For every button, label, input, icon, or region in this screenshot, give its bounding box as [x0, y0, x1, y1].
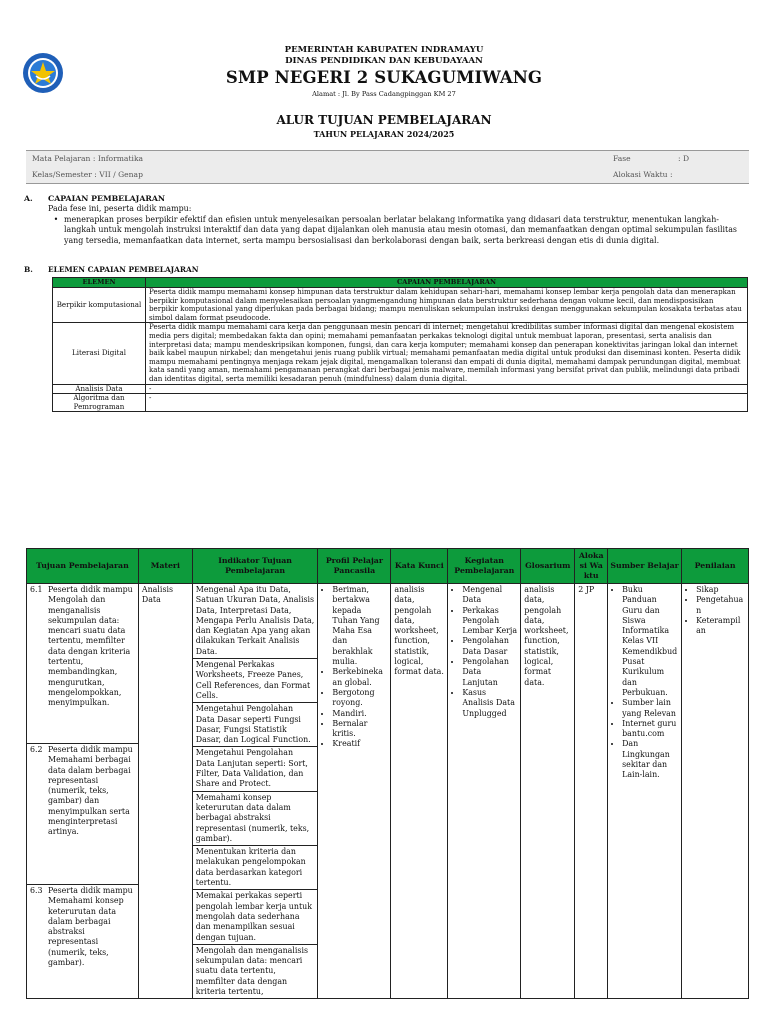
header-profil: Profil Pelajar Pancasila [318, 549, 391, 584]
atp-table [26, 548, 749, 999]
kegiatan-cell [448, 584, 521, 999]
section-a-intro: Pada fese ini, peserta didik mampu: [48, 204, 192, 213]
header-glosarium: Glosarium [521, 549, 575, 584]
tujuan-item [27, 584, 138, 743]
subject-info-bar [26, 150, 749, 184]
elemen-cell: Berpikir komputasional [53, 288, 146, 323]
table-row [53, 323, 748, 384]
kegiatan-item: • Perkakas Pengolah Lembar Kerja [462, 606, 517, 637]
profil-item: • Beriman, bertakwa kepada Tuhan Yang Maha Esa dan berakhlak mulia. [332, 585, 387, 667]
profil-item: • Bergotong royong. [332, 688, 387, 709]
indikator-item: Mengolah dan menganalisis sekumpulan data: mencari suatu data tertentu, memfilter data dengan kriteria tertentu, [195, 945, 309, 996]
tujuan-text: Peserta didik mampu Mengolah dan menganalisis sekumpulan data: mencari suatu data tertentu, memfilter data dengan kriteria tertentu, membandingkan, mengurutkan, mengelompokkan, menyimpulkan. [48, 585, 133, 708]
sumber-item: • Buku Panduan Guru dan Siswa Informatika Kelas VII Kemendikbud Pusat Kurikulum dan Perbukuan. [622, 585, 678, 698]
tujuan-item [27, 884, 138, 985]
header-kata-kunci: Kata Kunci [391, 549, 448, 584]
page-title: ALUR TUJUAN PEMBELAJARAN [276, 113, 492, 127]
capaian-cell: - [146, 384, 748, 394]
penilaian-item: • Pengetahuan [696, 595, 745, 616]
sumber-item: • Dan Lingkungan sekitar dan Lain-lain. [622, 739, 678, 780]
elemen-cell: Analisis Data [53, 384, 146, 394]
phase-value: : D [678, 154, 690, 163]
indikator-cell [192, 584, 318, 999]
tujuan-number: 6.3 [30, 886, 43, 895]
alokasi-cell: 2 JP [575, 584, 608, 999]
elemen-header: ELEMEN [53, 278, 146, 288]
tujuan-text: Peserta didik mampu Memahami konsep keterurutan data dalam berbagai abstraksi representasi (numerik, teks, gambar). [48, 886, 133, 968]
capaian-header: CAPAIAN PEMBELAJARAN [146, 278, 748, 288]
header-school-name: SMP NEGERI 2 SUKAGUMIWANG [225, 68, 543, 87]
phase-label: Fase [613, 154, 631, 163]
section-a-bullet-item: • menerapkan proses berpikir efektif dan efisien untuk menyelesaikan persoalan berlatar belakang informatika yang didasari data terstruktur, menentukan langkah-langkah untuk mengolah instruksi interaktif dan data yang dapat dijalankan oleh manusia atau mesin otomasi, dan memanfaatkan dengan optimal sekumpulan fasilitas yang tersedia, memanfaatkan data internet, serta mampu bersosialisasi dan berkolaborasi dengan baik, serta berkreasi dengan etis di dunia digital. [48, 215, 748, 247]
kegiatan-item: • Pengolahan Data Lanjutan [462, 657, 517, 688]
penilaian-item: • Sikap [696, 585, 745, 595]
sumber-item: • Sumber lain yang Relevan [622, 698, 678, 719]
capaian-cell: Peserta didik mampu memahami cara kerja dan penggunaan mesin pencari di internet; mengetahui kredibilitas sumber informasi digital dan mengenal ekosistem media pers digital; membedakan fakta dan opini; memahami pemanfaatan perkakas teknologi digital untuk membuat laporan, presentasi, serta analisis dan interpretasi data; mampu mendeskripsikan komponen, fungsi, dan cara kerja komputer; memahami konsep dan penerapan konektivitas jaringan lokal dan internet baik kabel maupun nirkabel; dan mengetahui jenis ruang publik virtual; memahami pemanfaatan media digital untuk produksi dan diseminasi konten. Peserta didik mampu memahami pentingnya menjaga rekam jejak digital, mengamalkan toleransi dan empati di dunia digital, memahami dampak perundungan digital, membuat kata sandi yang aman, memahami pengamanan perangkat dari berbagai jenis malware, memilah informasi yang bersifat privat dan publik, melindungi data pribadi dan identitas digital, serta memiliki kesadaran penuh (mindfulness) dalam dunia digital. [146, 323, 748, 384]
page-subtitle: TAHUN PELAJARAN 2024/2025 [313, 129, 455, 139]
section-a-bullet-text: menerapkan proses berpikir efektif dan efisien untuk menyelesaikan persoalan berlatar belakang informatika yang didasari data terstruktur, menentukan langkah-langkah untuk mengolah instruksi interaktif dan data yang dapat dijalankan oleh manusia atau mesin otomasi, dan memanfaatkan dengan optimal sekumpulan fasilitas yang tersedia, memanfaatkan data internet, serta mampu bersosialisasi dan berkolaborasi dengan baik, serta berkreasi dengan etis di dunia digital. [64, 214, 737, 246]
elemen-cell: Literasi Digital [53, 323, 146, 384]
subject-label: Mata Pelajaran : Informatika [32, 154, 144, 163]
header-penilaian: Penilaian [682, 549, 749, 584]
penilaian-item: • Keterampilan [696, 616, 745, 637]
kegiatan-item: • Kasus Analisis Data Unplugged [462, 688, 517, 719]
tujuan-cell [27, 584, 139, 999]
indikator-item: Mengetahui Pengolahan Data Lanjutan seperti: Sort, Filter, Data Validation, dan Share and Protect. [193, 747, 318, 791]
header-indikator: Indikator Tujuan Pembelajaran [192, 549, 318, 584]
indikator-item: Memakai perkakas seperti pengolah lembar kerja untuk mengolah data sederhana dan menampilkan sesuai dengan tujuan. [193, 890, 318, 944]
indikator-item: Mengenal Perkakas Worksheets, Freeze Panes, Cell References, dan Format Cells. [193, 659, 318, 703]
profil-item: • Kreatif [332, 739, 387, 749]
header-department: DINAS PENDIDIKAN DAN KEBUDAYAAN [285, 56, 483, 66]
header-address: Alamat : Jl. By Pass Cadangpinggan KM 27 [312, 90, 456, 98]
kata-kunci-cell: analisis data, pengolah data, worksheet, function, statistik, logical, format data. [391, 584, 448, 999]
indikator-item: Menentukan kriteria dan melakukan pengelompokan data berdasarkan kategori tertentu. [193, 846, 318, 890]
indikator-item: Mengetahui Pengolahan Data Dasar seperti Fungsi Dasar, Fungsi Statistik Dasar, dan Logical Function. [193, 703, 318, 747]
header-sumber: Sumber Belajar [608, 549, 682, 584]
sumber-item: • Internet gurubantu.com [622, 719, 678, 740]
kegiatan-item: • Mengenal Data [462, 585, 517, 606]
table-row [53, 288, 748, 323]
profil-item: • Berkebineka an global. [332, 667, 387, 688]
class-semester-label: Kelas/Semester : VII / Genap [32, 170, 143, 179]
elemen-table-header [53, 278, 748, 288]
penilaian-cell [682, 584, 749, 999]
table-row [27, 584, 749, 999]
indikator-item: Mengenal Apa itu Data, Satuan Ukuran Data, Analisis Data, Interpretasi Data, Mengapa Perlu Analisis Data, dan Kegiatan Apa yang akan dilakukan Terkait Analisis Data. [193, 584, 318, 659]
kegiatan-item: • Pengolahan Data Dasar [462, 636, 517, 657]
profil-cell [318, 584, 391, 999]
capaian-cell: Peserta didik mampu memahami konsep himpunan data terstruktur dalam kehidupan sehari-hari, memahami konsep lembar kerja pengolah data dan menerapkan berpikir komputasional dalam menyelesaikan persoalan yangmengandung himpunan data berstruktur sederhana dengan volume kecil, dan mendisposisikan berpikir komputasional yang diperlukan pada berbagai bidang; mampu menuliskan sekumpulan instruksi dengan menggunakan sekumpulan kosakata terbatas atau simbol dalam format pseudocode. [146, 288, 748, 323]
table-row [53, 394, 748, 412]
header-government: PEMERINTAH KABUPATEN INDRAMAYU [284, 45, 484, 55]
elemen-cell: Algoritma dan Pemrograman [53, 394, 146, 412]
section-b-title: ELEMEN CAPAIAN PEMBELAJARAN [48, 265, 199, 274]
section-a-content [48, 204, 748, 247]
tujuan-number: 6.2 [30, 745, 43, 754]
section-b-letter: B. [24, 265, 33, 274]
glosarium-cell: analisis data, pengolah data, worksheet, function, statistik, logical, format data. [521, 584, 575, 999]
table-row [53, 384, 748, 394]
time-allocation-label: Alokasi Waktu : [613, 170, 673, 179]
profil-item: • Bernalar kritis. [332, 719, 387, 740]
materi-cell: Analisis Data [138, 584, 192, 999]
header-kegiatan: Kegiatan Pembelajaran [448, 549, 521, 584]
atp-table-header [27, 549, 749, 584]
section-a-title: CAPAIAN PEMBELAJARAN [48, 194, 166, 203]
header-tujuan: Tujuan Pembelajaran [27, 549, 139, 584]
header-materi: Materi [138, 549, 192, 584]
elemen-table [52, 277, 748, 412]
indikator-item: Memahami konsep keterurutan data dalam berbagai abstraksi representasi (numerik, teks, gambar). [193, 792, 318, 846]
tujuan-text: Peserta didik mampu Memahami berbagai data dalam berbagai representasi (numerik, teks, gambar) dan menyimpulkan serta menginterpretasi artinya. [48, 745, 133, 837]
tujuan-item [27, 743, 138, 884]
profil-item: • Mandiri. [332, 709, 387, 719]
section-a-letter: A. [24, 194, 33, 203]
header-alokasi: Alokasi Waktu [575, 549, 608, 584]
sumber-cell [608, 584, 682, 999]
capaian-cell: - [146, 394, 748, 412]
tujuan-number: 6.1 [30, 585, 43, 594]
